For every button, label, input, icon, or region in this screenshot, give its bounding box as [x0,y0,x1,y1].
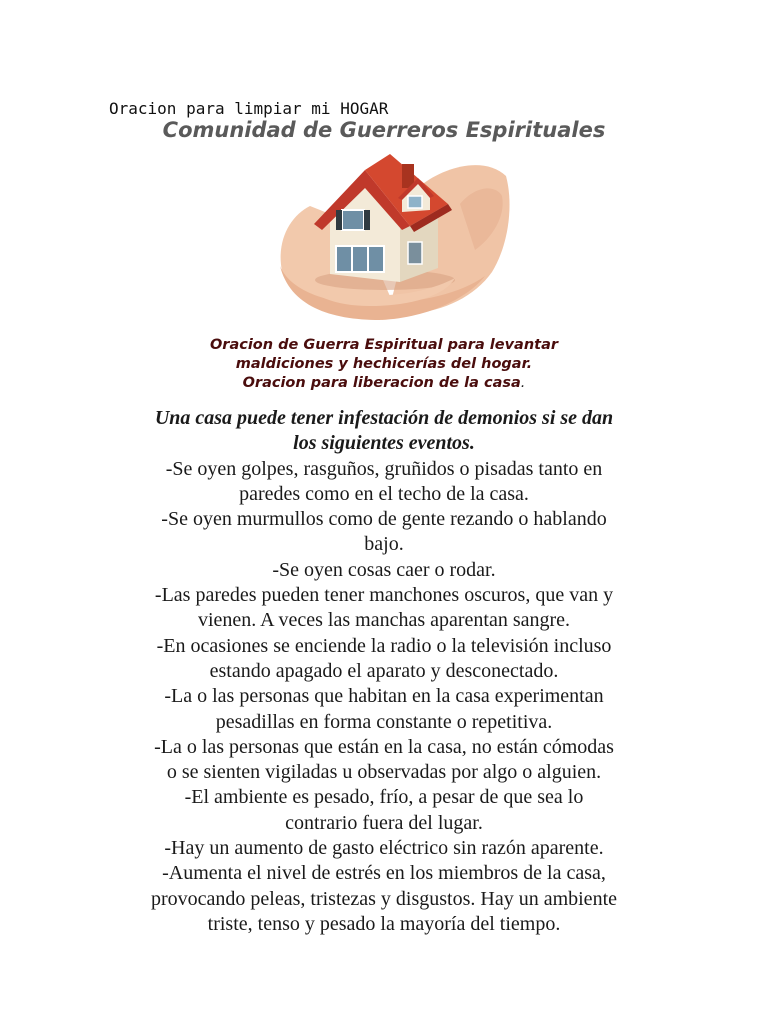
body-line: estando apagado el aparato y desconectado. [209,659,559,682]
body-line: -El ambiente es pesado, frío, a pesar de que sea lo [184,786,584,809]
body-line: -La o las personas que habitan en la casa experimentan [164,685,604,708]
body-line: -La o las personas que están en la casa, no están cómodas [154,735,614,758]
body-line: o se sienten vigiladas u observadas por algo o alguien. [166,761,602,784]
body-line: pesadillas en forma constante o repetitiva. [215,710,553,733]
intro-line: Una casa puede tener infestación de demonios si se dan [154,407,614,429]
body-text [100,406,668,937]
body-line: bajo. [364,533,404,556]
subheading-line-period: . [520,375,526,391]
body-line: -Se oyen murmullos como de gente rezando o hablando [161,508,607,531]
intro-line: los siguientes eventos. [293,432,475,455]
body-line: provocando peleas, tristezas y disgustos. Hay un ambiente [151,887,617,910]
subheading-line-text: Oracion para liberacion de la casa [242,375,521,391]
body-line: -Se oyen golpes, rasguños, gruñidos o pisadas tanto en [165,457,603,480]
subheading-line [0,374,768,393]
subheading-line: Oracion de Guerra Espiritual para levantar [209,337,559,353]
body-line: -Se oyen cosas caer o rodar. [272,558,496,581]
body-line: contrario fuera del lugar. [285,811,483,834]
body-line: paredes como en el techo de la casa. [239,482,529,505]
community-name [0,118,768,142]
body-line: -Las paredes pueden tener manchones oscuros, que van y [154,584,614,607]
community-name-text: Comunidad de Guerreros Espirituales [162,118,606,142]
body-line: triste, tenso y pesado la mayoría del tiempo. [207,912,561,935]
document-title: Oracion para limpiar mi HOGAR [109,99,389,118]
subheading [0,336,768,393]
body-line: -En ocasiones se enciende la radio o la televisión incluso [156,634,612,657]
house-in-hands-icon [270,146,514,322]
body-line: -Hay un aumento de gasto eléctrico sin razón aparente. [164,837,604,860]
body-line: -Aumenta el nivel de estrés en los miembros de la casa, [162,862,606,885]
subheading-line: maldiciones y hechicerías del hogar. [235,356,533,372]
body-line: vienen. A veces las manchas aparentan sangre. [197,609,571,632]
